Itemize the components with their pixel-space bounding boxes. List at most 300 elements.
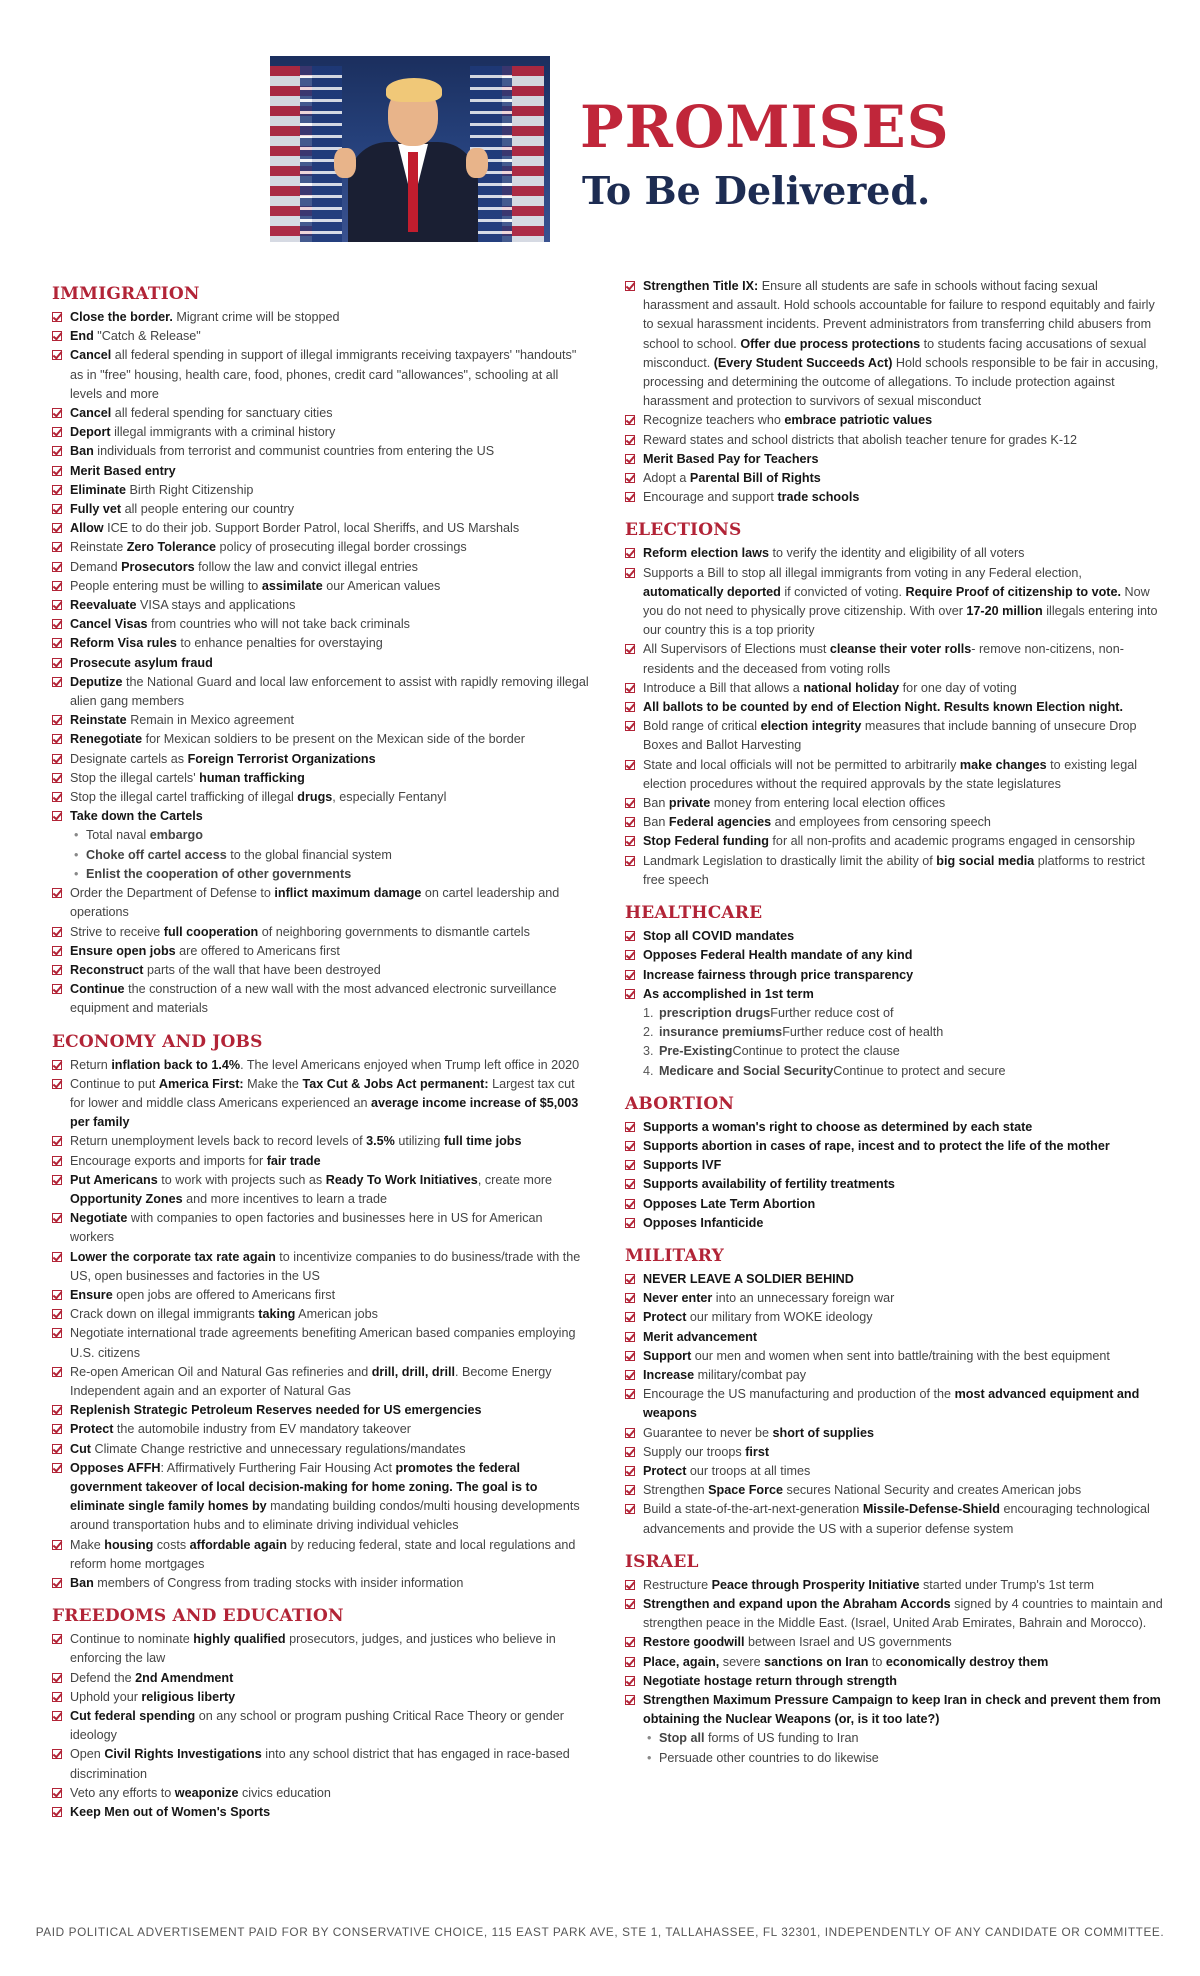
checkbox-check-icon xyxy=(625,644,635,654)
item-text: , especially Fentanyl xyxy=(332,790,447,805)
checkbox-check-icon xyxy=(52,638,62,648)
promise-item xyxy=(625,698,1163,717)
checkbox-check-icon xyxy=(625,1657,635,1667)
promise-numbered-item xyxy=(625,1062,1163,1081)
checkbox-check-icon xyxy=(52,1692,62,1702)
page-title: PROMISES xyxy=(580,93,950,161)
promise-item xyxy=(52,1669,590,1688)
item-emphasis: make changes xyxy=(959,757,1047,772)
item-emphasis: Strengthen and expand upon the Abraham Accords xyxy=(643,1596,951,1611)
item-emphasis: All ballots to be counted by end of Election Night. Results known Election night. xyxy=(643,700,1123,715)
checkbox-check-icon xyxy=(625,435,635,445)
person-figure xyxy=(386,78,442,102)
checkbox-check-icon xyxy=(52,427,62,437)
checkbox-check-icon xyxy=(52,581,62,591)
promise-item xyxy=(625,832,1163,851)
promise-item xyxy=(52,423,590,442)
item-emphasis: Increase xyxy=(643,1367,695,1382)
promise-item xyxy=(52,750,590,769)
promise-item xyxy=(625,1156,1163,1175)
right-column xyxy=(625,277,1163,1780)
checkbox-check-icon xyxy=(625,1160,635,1170)
item-emphasis: Allow xyxy=(70,521,104,536)
thumb-up-icon xyxy=(334,148,356,178)
promise-item xyxy=(625,794,1163,813)
item-emphasis: affordable again xyxy=(189,1537,287,1552)
item-text: illegal immigrants with a criminal history xyxy=(110,425,336,440)
item-text: for all non-profits and academic programs engaged in censorship xyxy=(768,834,1136,849)
item-emphasis: average income increase of $5,003 per family xyxy=(70,1095,579,1130)
promise-item xyxy=(52,500,590,519)
promise-item xyxy=(52,1459,590,1536)
item-emphasis: weaponize xyxy=(174,1785,239,1800)
item-text: Strive to receive xyxy=(70,924,164,939)
promise-item xyxy=(625,1576,1163,1595)
checkbox-check-icon xyxy=(52,1290,62,1300)
item-emphasis: Reevaluate xyxy=(70,598,137,613)
item-text: utilizing xyxy=(394,1134,444,1149)
checkbox-check-icon xyxy=(625,1676,635,1686)
item-text: to work with projects such as xyxy=(157,1172,326,1187)
item-text: Climate Change restrictive and unnecessary regulations/mandates xyxy=(90,1441,466,1456)
promise-item xyxy=(52,769,590,788)
item-text: to incentivize companies to do business/trade with the US, open businesses and factories in the US xyxy=(70,1249,581,1283)
item-text: and employees from censoring speech xyxy=(771,815,991,830)
item-emphasis: Restore goodwill xyxy=(643,1635,745,1650)
item-number: 3. xyxy=(643,1044,654,1059)
item-emphasis: Pre-Existing xyxy=(659,1044,733,1059)
item-emphasis: Choke off cartel access xyxy=(86,847,227,862)
item-emphasis: 17-20 million xyxy=(966,604,1043,619)
item-emphasis: Cancel Visas xyxy=(70,617,148,632)
item-emphasis: 2nd Amendment xyxy=(135,1670,234,1685)
checkbox-check-icon xyxy=(52,773,62,783)
checkbox-check-icon xyxy=(625,1199,635,1209)
item-text: with companies to open factories and businesses here in US for American workers xyxy=(70,1211,543,1245)
item-emphasis: End xyxy=(70,329,94,344)
item-emphasis: Negotiate hostage return through strength xyxy=(643,1673,897,1688)
item-emphasis: Ready To Work Initiatives xyxy=(325,1172,478,1187)
promise-item xyxy=(52,1574,590,1593)
promise-numbered-item xyxy=(625,1023,1163,1042)
item-emphasis: Require Proof of citizenship to vote. xyxy=(905,584,1121,599)
item-text: all people entering our country xyxy=(121,502,295,517)
item-text: Continue to nominate xyxy=(70,1632,194,1647)
thumb-up-icon xyxy=(466,148,488,178)
checkbox-check-icon xyxy=(52,446,62,456)
item-text: military/combat pay xyxy=(694,1367,807,1382)
checkbox-check-icon xyxy=(52,1463,62,1473)
item-emphasis: Deport xyxy=(70,425,111,440)
item-text: of neighboring governments to dismantle cartels xyxy=(258,924,530,939)
promise-item xyxy=(52,1286,590,1305)
item-emphasis: Continue xyxy=(70,982,125,997)
item-text: All Supervisors of Elections must xyxy=(643,642,830,657)
item-number: 2. xyxy=(643,1025,654,1040)
checkbox-check-icon xyxy=(625,1447,635,1457)
checkbox-check-icon xyxy=(52,811,62,821)
item-text: Uphold your xyxy=(70,1689,142,1704)
item-text: Largest tax cut for lower and middle class Americans experienced an xyxy=(70,1076,575,1110)
item-text: to xyxy=(868,1654,886,1669)
item-text: Make xyxy=(70,1537,105,1552)
header xyxy=(270,56,1010,242)
promise-item xyxy=(52,730,590,749)
checkbox-check-icon xyxy=(625,683,635,693)
item-emphasis: Protect xyxy=(643,1463,687,1478)
checkbox-check-icon xyxy=(52,658,62,668)
item-emphasis: Peace through Prosperity Initiative xyxy=(711,1577,920,1592)
item-emphasis: America First: xyxy=(158,1076,244,1091)
item-text: costs xyxy=(153,1537,190,1552)
item-text: Continue to protect the xyxy=(732,1044,864,1059)
item-emphasis: Opposes Late Term Abortion xyxy=(643,1196,816,1211)
promise-item xyxy=(625,544,1163,563)
item-emphasis: Reinstate xyxy=(70,713,127,728)
item-text: Reinstate xyxy=(70,540,127,555)
promise-item xyxy=(625,679,1163,698)
checkbox-check-icon xyxy=(625,1141,635,1151)
promise-item xyxy=(625,927,1163,946)
item-text: . The level Americans enjoyed when Trump left office in 2020 xyxy=(240,1057,580,1072)
item-text: from countries who will not take back criminals xyxy=(147,617,410,632)
item-emphasis: Stop Federal funding xyxy=(643,834,769,849)
item-text: American jobs xyxy=(295,1307,378,1322)
checkbox-check-icon xyxy=(52,1079,62,1089)
item-text: Build a state-of-the-art-next-generation xyxy=(643,1502,863,1517)
item-emphasis: Zero Tolerance xyxy=(126,540,217,555)
checkbox-check-icon xyxy=(52,927,62,937)
promise-numbered-item xyxy=(625,1004,1163,1023)
checkbox-check-icon xyxy=(52,888,62,898)
promise-item xyxy=(52,1688,590,1707)
checkbox-check-icon xyxy=(52,1252,62,1262)
checkbox-check-icon xyxy=(52,1309,62,1319)
item-emphasis: Prosecute asylum fraud xyxy=(70,655,213,670)
promise-item xyxy=(52,980,590,1018)
checkbox-check-icon xyxy=(625,1351,635,1361)
item-text: between Israel and US governments xyxy=(744,1635,952,1650)
item-text: People entering must be willing to xyxy=(70,578,262,593)
item-text: State and local officials will not be permitted to arbitrarily xyxy=(643,757,960,772)
item-emphasis: trade schools xyxy=(777,490,860,505)
item-text: clause xyxy=(863,1044,900,1059)
checkbox-check-icon xyxy=(625,798,635,808)
promise-item xyxy=(625,1308,1163,1327)
promise-item xyxy=(625,1118,1163,1137)
item-emphasis: Protect xyxy=(643,1310,687,1325)
item-text: Stop the illegal cartel trafficking of illegal xyxy=(70,790,298,805)
item-emphasis: Fully vet xyxy=(70,502,122,517)
item-text: Demand xyxy=(70,559,122,574)
promise-subitem xyxy=(625,1729,1163,1748)
item-text: on any school or program pushing Critical Race Theory or gender ideology xyxy=(70,1709,564,1743)
promise-subitem xyxy=(625,1749,1163,1768)
promise-item xyxy=(625,985,1163,1004)
item-emphasis: full time jobs xyxy=(443,1134,522,1149)
checkbox-check-icon xyxy=(52,466,62,476)
promise-item xyxy=(52,615,590,634)
item-emphasis: Increase fairness through price transparency xyxy=(643,967,914,982)
item-text: Guarantee to never be xyxy=(643,1425,773,1440)
item-emphasis: Strengthen Title IX: xyxy=(643,279,759,293)
item-text: money from entering local election offices xyxy=(710,796,946,811)
checkbox-check-icon xyxy=(625,281,635,291)
item-text: to enhance penalties for overstaying xyxy=(176,636,383,651)
item-emphasis: Foreign Terrorist Organizations xyxy=(187,751,376,766)
promise-item xyxy=(625,564,1163,641)
item-text: Migrant crime will be stopped xyxy=(172,310,340,324)
item-emphasis: Opportunity Zones xyxy=(70,1191,183,1206)
item-emphasis: Merit advancement xyxy=(643,1329,758,1344)
checkbox-check-icon xyxy=(625,1370,635,1380)
promise-item xyxy=(625,852,1163,890)
promise-item xyxy=(52,346,590,404)
item-emphasis: Replenish Strategic Petroleum Reserves needed for US emergencies xyxy=(70,1403,482,1418)
item-emphasis: Place, again, xyxy=(643,1654,720,1669)
item-text: started under Trump's 1st term xyxy=(919,1577,1095,1592)
checkbox-check-icon xyxy=(52,754,62,764)
promise-item xyxy=(625,1195,1163,1214)
promise-item xyxy=(52,308,590,327)
promise-item xyxy=(625,1137,1163,1156)
item-text: are offered to Americans first xyxy=(175,943,340,958)
checkbox-check-icon xyxy=(52,792,62,802)
section-heading: ABORTION xyxy=(625,1093,735,1114)
item-emphasis: Reform Visa rules xyxy=(70,636,177,651)
promise-item xyxy=(625,1691,1163,1729)
checkbox-check-icon xyxy=(625,1274,635,1284)
item-text: Continue to protect and secure xyxy=(833,1063,1006,1078)
checkbox-check-icon xyxy=(625,1389,635,1399)
item-text: into any school district that has engaged in race-based discrimination xyxy=(70,1747,570,1781)
item-text: Re-open American Oil and Natural Gas refineries and xyxy=(70,1364,372,1379)
item-emphasis: Lower the corporate tax rate again xyxy=(70,1249,276,1264)
item-text: platforms to restrict free speech xyxy=(643,853,1145,887)
checkbox-check-icon xyxy=(52,1634,62,1644)
checkbox-check-icon xyxy=(625,1580,635,1590)
promise-item xyxy=(625,1347,1163,1366)
item-text: Now you do not need to physically prove citizenship. With over xyxy=(643,584,1150,619)
item-text: Ban xyxy=(643,796,669,811)
item-text: to the global financial system xyxy=(226,847,392,862)
item-emphasis: Stop all xyxy=(659,1731,705,1746)
item-emphasis: housing xyxy=(104,1537,154,1552)
item-emphasis: Ensure open jobs xyxy=(70,943,176,958)
item-text: Recognize teachers who xyxy=(643,413,785,428)
promise-item xyxy=(52,1440,590,1459)
promise-item xyxy=(625,1366,1163,1385)
item-text: Total naval xyxy=(86,828,150,843)
item-text: Order the Department of Defense to xyxy=(70,886,275,901)
checkbox-check-icon xyxy=(625,856,635,866)
checkbox-check-icon xyxy=(52,1405,62,1415)
item-emphasis: promotes the federal government takeover of local decision-making for home zoning. The goal is to eliminate single family homes by xyxy=(70,1460,538,1514)
item-emphasis: Supports abortion in cases of rape, incest and to protect the life of the mother xyxy=(643,1138,1110,1153)
item-text: Make the xyxy=(243,1076,303,1091)
promise-subitem xyxy=(52,865,590,884)
checkbox-check-icon xyxy=(52,1060,62,1070)
item-text: members of Congress from trading stocks with insider information xyxy=(93,1576,464,1590)
item-text: Return xyxy=(70,1057,112,1072)
checkbox-check-icon xyxy=(625,568,635,578)
item-text: civics education xyxy=(238,1785,331,1800)
item-text: for one day of voting xyxy=(899,680,1017,695)
item-number: 1. xyxy=(643,1005,654,1020)
checkbox-check-icon xyxy=(52,1578,62,1588)
promise-item xyxy=(52,538,590,557)
checkbox-check-icon xyxy=(625,1218,635,1228)
checkbox-check-icon xyxy=(625,1637,635,1647)
item-text: on cartel leadership and operations xyxy=(70,886,560,920)
promise-item xyxy=(625,1672,1163,1691)
promise-item xyxy=(52,1209,590,1247)
promise-item xyxy=(625,1289,1163,1308)
page-subtitle: To Be Delivered. xyxy=(582,168,931,213)
promise-item xyxy=(52,1803,590,1822)
item-text: open jobs are offered to Americans first xyxy=(112,1287,336,1302)
item-emphasis: Merit Based entry xyxy=(70,463,176,478)
item-text: Encourage the US manufacturing and production of the xyxy=(643,1387,955,1402)
promise-item xyxy=(625,966,1163,985)
item-emphasis: first xyxy=(745,1444,770,1459)
checkbox-check-icon xyxy=(52,1213,62,1223)
section-heading: ISRAEL xyxy=(625,1551,699,1572)
item-text: to verify the identity and eligibility of all voters xyxy=(768,546,1025,561)
checkbox-check-icon xyxy=(625,1599,635,1609)
item-text: policy of prosecuting illegal border crossings xyxy=(216,540,467,555)
promise-item xyxy=(52,942,590,961)
item-emphasis: religious liberty xyxy=(141,1689,236,1704)
item-emphasis: Cut federal spending xyxy=(70,1709,196,1724)
item-text: Stop the illegal cartels' xyxy=(70,770,200,785)
item-emphasis: Put Americans xyxy=(70,1172,158,1187)
item-text: : Affirmatively Furthering Fair Housing Act xyxy=(160,1460,396,1475)
checkbox-check-icon xyxy=(625,931,635,941)
item-text: Defend the xyxy=(70,1670,136,1685)
item-emphasis: fair trade xyxy=(266,1153,321,1168)
item-text: Continue to put xyxy=(70,1076,159,1091)
item-text: to students facing accusations of sexual misconduct. xyxy=(643,336,1147,370)
item-emphasis: most advanced equipment and weapons xyxy=(643,1387,1140,1421)
checkbox-check-icon xyxy=(625,1428,635,1438)
left-column xyxy=(52,283,590,1834)
checkbox-check-icon xyxy=(52,1540,62,1550)
promise-item xyxy=(625,277,1163,411)
promise-item xyxy=(52,788,590,807)
item-text: and more incentives to learn a trade xyxy=(182,1191,388,1206)
item-emphasis: embrace patriotic values xyxy=(784,413,933,428)
item-emphasis: NEVER LEAVE A SOLDIER BEHIND xyxy=(643,1271,854,1286)
checkbox-check-icon xyxy=(625,1122,635,1132)
item-emphasis: Supports availability of fertility treatments xyxy=(643,1177,895,1192)
promise-item xyxy=(625,1270,1163,1289)
checkbox-check-icon xyxy=(52,619,62,629)
promise-item xyxy=(625,1385,1163,1423)
promise-item xyxy=(52,1745,590,1783)
promise-item xyxy=(625,1653,1163,1672)
promise-item xyxy=(52,481,590,500)
item-text: Return unemployment levels back to record levels of xyxy=(70,1134,367,1149)
item-text: our American values xyxy=(322,578,441,593)
checkbox-check-icon xyxy=(625,702,635,712)
item-emphasis: Enlist the cooperation of other governments xyxy=(86,866,352,881)
promise-item xyxy=(52,923,590,942)
promise-numbered-item xyxy=(625,1042,1163,1061)
item-emphasis: (Every Student Succeeds Act) xyxy=(713,355,893,370)
item-text: Introduce a Bill that allows a xyxy=(643,680,804,695)
item-emphasis: inflict maximum damage xyxy=(274,886,422,901)
checkbox-check-icon xyxy=(52,600,62,610)
promise-item xyxy=(52,1630,590,1668)
item-text: Bold range of critical xyxy=(643,719,761,734)
item-emphasis: Tax Cut & Jobs Act permanent: xyxy=(302,1076,489,1091)
item-emphasis: short of supplies xyxy=(772,1425,874,1440)
item-emphasis: Missile-Defense-Shield xyxy=(862,1502,1000,1517)
promise-item xyxy=(625,1481,1163,1500)
item-emphasis: Keep Men out of Women's Sports xyxy=(70,1805,271,1820)
promise-item xyxy=(625,450,1163,469)
checkbox-check-icon xyxy=(625,1695,635,1705)
bullet-icon: • xyxy=(74,866,79,881)
item-text: Veto any efforts to xyxy=(70,1785,175,1800)
checkbox-check-icon xyxy=(625,836,635,846)
checkbox-check-icon xyxy=(625,454,635,464)
item-emphasis: Deputize xyxy=(70,674,123,689)
item-emphasis: Prosecutors xyxy=(121,559,195,574)
promise-item xyxy=(52,1536,590,1574)
checkbox-check-icon xyxy=(52,408,62,418)
item-emphasis: Never enter xyxy=(643,1291,713,1306)
checkbox-check-icon xyxy=(625,548,635,558)
promise-item xyxy=(625,1424,1163,1443)
item-text: the construction of a new wall with the most advanced electronic surveillance equipment and materials xyxy=(70,982,557,1016)
item-text: to existing legal election procedures without the required approvals by the state legislatures xyxy=(643,757,1137,791)
checkbox-check-icon xyxy=(625,473,635,483)
promise-item xyxy=(52,711,590,730)
item-emphasis: Federal agencies xyxy=(668,815,772,830)
promise-item xyxy=(52,1420,590,1439)
item-text: ICE to do their job. Support Border Patrol, local Sheriffs, and US Marshals xyxy=(103,521,520,536)
item-text: Restructure xyxy=(643,1577,712,1592)
item-emphasis: highly qualified xyxy=(193,1632,286,1647)
checkbox-check-icon xyxy=(52,677,62,687)
checkbox-check-icon xyxy=(625,721,635,731)
item-text: individuals from terrorist and communist countries from entering the US xyxy=(93,444,495,459)
checkbox-check-icon xyxy=(52,1749,62,1759)
item-emphasis: Opposes AFFH xyxy=(70,1460,161,1475)
checkbox-check-icon xyxy=(52,542,62,552)
promise-section xyxy=(625,519,1163,890)
person-figure xyxy=(408,152,418,232)
item-emphasis: Opposes Infanticide xyxy=(643,1215,764,1230)
promise-item xyxy=(52,1784,590,1803)
item-emphasis: embargo xyxy=(149,828,203,843)
item-emphasis: 3.5% xyxy=(366,1134,395,1149)
item-emphasis: Stop all COVID mandates xyxy=(643,929,795,944)
item-text: Ensure all students are safe in schools without facing sexual harassment and assault. Hold schools accountable for failure to respond equitably and fairly to sexual harassment incidents. Prevent administrators from transferring child abusers from school to school. xyxy=(643,279,1155,351)
item-text: by reducing federal, state and local regulations and reform home mortgages xyxy=(70,1537,576,1571)
item-text: into an unnecessary foreign war xyxy=(712,1291,895,1306)
item-text: , create more xyxy=(477,1172,553,1187)
item-text: our troops at all times xyxy=(686,1463,811,1478)
item-text: Negotiate international trade agreements benefiting American based companies employing U.S. citizens xyxy=(70,1326,576,1360)
promise-item xyxy=(52,558,590,577)
item-emphasis: Cut xyxy=(70,1441,91,1456)
promise-item xyxy=(52,1401,590,1420)
item-text: VISA stays and applications xyxy=(136,598,296,613)
item-text: Crack down on illegal immigrants xyxy=(70,1307,259,1322)
